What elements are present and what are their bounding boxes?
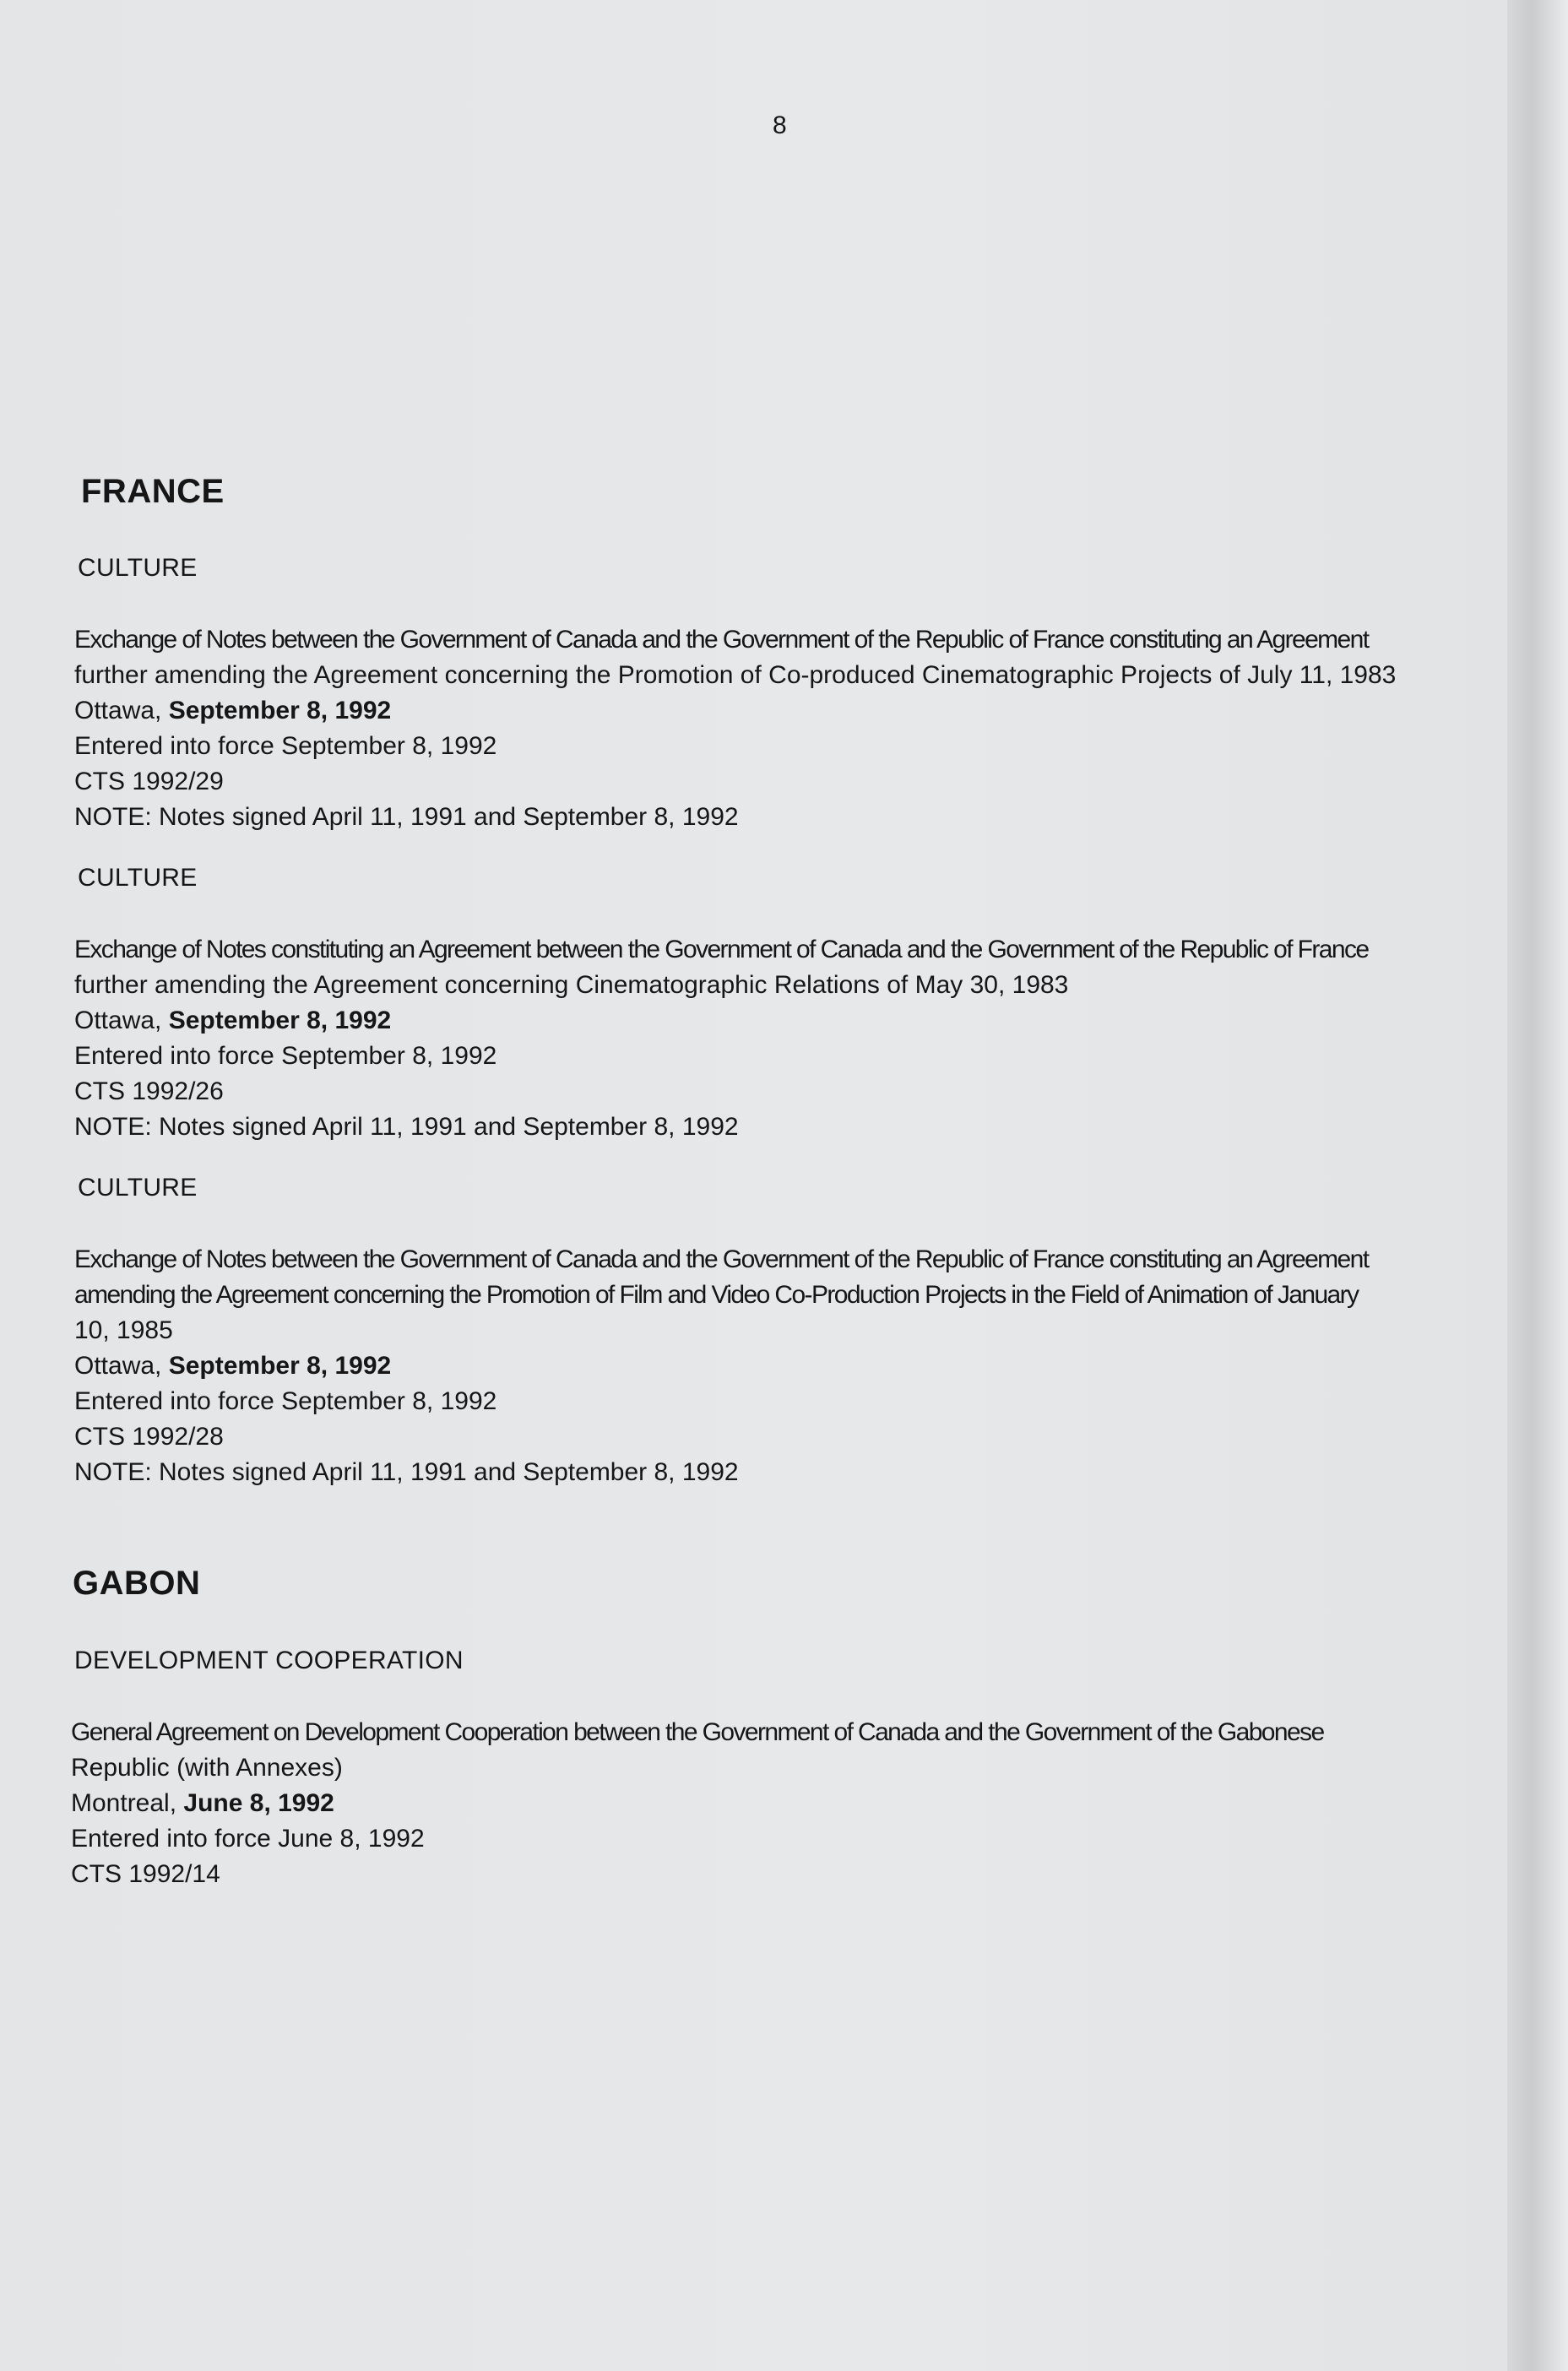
treaty-entry-france-3 — [74, 1171, 1510, 1490]
subject-label: CULTURE — [78, 864, 198, 892]
page-edge-shadow — [1507, 0, 1568, 2371]
signing-place: Ottawa, — [74, 697, 162, 724]
signing-place: Ottawa, — [74, 1352, 162, 1380]
subject-label: DEVELOPMENT COOPERATION — [74, 1647, 464, 1674]
treaty-title-part2: Republic (with Annexes) — [71, 1754, 343, 1782]
entry-into-force: Entered into force June 8, 1992 — [71, 1825, 425, 1853]
treaty-title — [71, 1715, 1506, 1786]
treaty-entry-france-1 — [74, 551, 1510, 835]
entry-into-force: Entered into force September 8, 1992 — [74, 732, 497, 760]
signing-date: September 8, 1992 — [168, 1352, 392, 1380]
treaty-title-part1: Exchange of Notes constituting an Agreement between the Government of Canada and the Government of the Republic of France — [74, 936, 1369, 963]
signing-line — [71, 1786, 1506, 1821]
treaty-title — [74, 622, 1510, 693]
treaty-note: NOTE: Notes signed April 11, 1991 and September 8, 1992 — [74, 803, 739, 831]
signing-date: September 8, 1992 — [168, 1006, 392, 1034]
subject-label: CULTURE — [78, 554, 198, 582]
treaty-title-part1: General Agreement on Development Cooperation between the Government of Canada and the Government of the Gabonese — [71, 1718, 1324, 1746]
treaty-title-part2: 10, 1985 — [74, 1316, 173, 1344]
treaty-title — [74, 932, 1510, 1003]
cts-reference: CTS 1992/28 — [74, 1423, 224, 1451]
signing-line — [74, 693, 1510, 729]
signing-date: September 8, 1992 — [168, 697, 392, 724]
cts-reference: CTS 1992/14 — [71, 1860, 220, 1888]
subject-label: CULTURE — [78, 1174, 198, 1202]
signing-place: Ottawa, — [74, 1006, 162, 1034]
signing-place: Montreal, — [71, 1789, 177, 1817]
treaty-title-part1: Exchange of Notes between the Government of Canada and the Government of the Republic of France constituting an Agreement — [74, 626, 1369, 654]
entry-into-force: Entered into force September 8, 1992 — [74, 1387, 497, 1415]
country-heading-gabon: GABON — [73, 1565, 201, 1602]
treaty-entry-france-2 — [74, 861, 1510, 1145]
entry-into-force: Entered into force September 8, 1992 — [74, 1042, 497, 1070]
treaty-title-part1: Exchange of Notes between the Government of Canada and the Government of the Republic of France constituting an Agreement amending the Agreement concerning the Promotion of Film and Video Co-Production Projects in the Field of Animation of January — [74, 1245, 1369, 1309]
signing-line — [74, 1348, 1510, 1384]
page-number: 8 — [773, 111, 787, 139]
treaty-entry-gabon-1 — [71, 1644, 1506, 1892]
cts-reference: CTS 1992/29 — [74, 768, 224, 795]
treaty-note: NOTE: Notes signed April 11, 1991 and September 8, 1992 — [74, 1458, 739, 1486]
treaty-title-part2: further amending the Agreement concerning the Promotion of Co-produced Cinematographic Projects of July 11, 1983 — [74, 661, 1397, 689]
country-heading-france: FRANCE — [81, 473, 225, 510]
cts-reference: CTS 1992/26 — [74, 1077, 224, 1105]
treaty-title-part2: further amending the Agreement concerning Cinematographic Relations of May 30, 1983 — [74, 971, 1069, 999]
signing-date: June 8, 1992 — [183, 1789, 334, 1817]
treaty-title — [74, 1242, 1392, 1348]
signing-line — [74, 1003, 1510, 1039]
treaty-note: NOTE: Notes signed April 11, 1991 and September 8, 1992 — [74, 1113, 739, 1141]
